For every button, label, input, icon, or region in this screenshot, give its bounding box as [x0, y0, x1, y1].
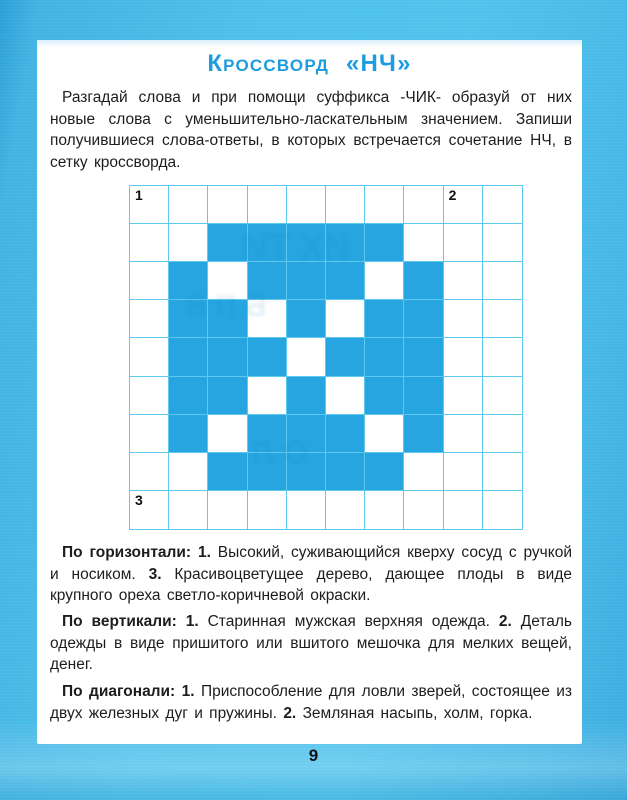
grid-cell-r5c9 [483, 377, 522, 415]
grid-cell-r5c8 [444, 377, 483, 415]
clue-heading-vertical: По вертикали: [62, 613, 186, 630]
grid-cell-r4c5 [326, 338, 365, 376]
grid-cell-r5c7 [404, 377, 443, 415]
grid-cell-r1c7 [404, 224, 443, 262]
grid-cell-r2c8 [444, 262, 483, 300]
grid-cell-r8c5 [326, 491, 365, 529]
grid-cell-r0c0 [130, 186, 169, 224]
grid-cell-r0c5 [326, 186, 365, 224]
grid-cell-r6c9 [483, 415, 522, 453]
grid-cell-r7c3 [248, 453, 287, 491]
grid-cell-r7c2 [208, 453, 247, 491]
grid-cell-r6c5 [326, 415, 365, 453]
grid-cell-r2c9 [483, 262, 522, 300]
grid-cell-r5c2 [208, 377, 247, 415]
page-number: 9 [308, 746, 319, 765]
grid-clue-number-2: 2 [448, 187, 457, 203]
grid-cell-r7c4 [287, 453, 326, 491]
grid-cell-r7c8 [444, 453, 483, 491]
clue-number: 1. [185, 613, 208, 630]
grid-cell-r8c6 [365, 491, 404, 529]
grid-cell-r0c8 [444, 186, 483, 224]
grid-cell-r8c3 [248, 491, 287, 529]
grid-cell-r4c0 [130, 338, 169, 376]
clue-number: 2. [498, 613, 521, 630]
grid-cell-r4c3 [248, 338, 287, 376]
grid-cell-r3c9 [483, 300, 522, 338]
grid-cell-r4c1 [169, 338, 208, 376]
crossword-grid [129, 185, 523, 530]
grid-cell-r8c9 [483, 491, 522, 529]
clues-vertical: По вертикали: 1. Старинная мужская верхняя одежда. 2. Деталь одежды в виде пришитого или вшитого мешочка для мелких вещей, денег. [50, 613, 573, 674]
grid-cell-r2c4 [287, 262, 326, 300]
grid-cell-r1c8 [444, 224, 483, 262]
grid-cell-r3c4 [287, 300, 326, 338]
grid-cell-r6c7 [404, 415, 443, 453]
grid-cell-r1c5 [326, 224, 365, 262]
grid-cell-r3c8 [444, 300, 483, 338]
grid-cell-r0c1 [169, 186, 208, 224]
clue-number: 1. [181, 683, 201, 700]
grid-cell-r6c8 [444, 415, 483, 453]
grid-cell-r1c3 [248, 224, 287, 262]
grid-cell-r4c2 [208, 338, 247, 376]
grid-cell-r5c0 [130, 377, 169, 415]
grid-cell-r2c5 [326, 262, 365, 300]
grid-cell-r6c2 [208, 415, 247, 453]
grid-cell-r3c3 [248, 300, 287, 338]
grid-cell-r7c6 [365, 453, 404, 491]
grid-cell-r6c3 [248, 415, 287, 453]
grid-clue-number-1: 1 [135, 187, 143, 203]
grid-cell-r2c7 [404, 262, 443, 300]
grid-cell-r0c3 [248, 186, 287, 224]
grid-cell-r3c0 [130, 300, 169, 338]
grid-cell-r4c9 [483, 338, 522, 376]
grid-cell-r4c4 [287, 338, 326, 376]
clues-diagonal: По диагонали: 1. Приспособление для ловли зверей, состоящее из двух железных дуг и пружины. 2. Земляная насыпь, холм, горка. [50, 683, 573, 722]
grid-cell-r8c2 [208, 491, 247, 529]
grid-cell-r5c1 [169, 377, 208, 415]
grid-cell-r7c9 [483, 453, 522, 491]
clue-number: 2. [283, 704, 303, 722]
clue-heading-horizontal: По горизонтали: [62, 544, 198, 561]
grid-cell-r7c5 [326, 453, 365, 491]
grid-cell-r0c9 [483, 186, 522, 224]
intro-paragraph: Разгадай слова и при помощи суффикса -ЧИК- образуй от них новые слова с уменьшительно-ласкательным значением. Запиши получившиеся слова-ответы, в которых встречается сочетание НЧ, в сетку кроссворда. [50, 89, 572, 172]
grid-cell-r4c7 [404, 338, 443, 376]
grid-cell-r0c2 [208, 186, 247, 224]
page-card [37, 40, 582, 744]
clue-heading-diagonal: По диагонали: [62, 683, 182, 700]
grid-cell-r7c0 [130, 453, 169, 491]
grid-cell-r5c4 [287, 377, 326, 415]
grid-cell-r0c7 [404, 186, 443, 224]
grid-cell-r3c7 [404, 300, 443, 338]
grid-cell-r2c1 [169, 262, 208, 300]
grid-cell-r5c3 [248, 377, 287, 415]
grid-cell-r3c5 [326, 300, 365, 338]
clues-horizontal: По горизонтали: 1. Высокий, суживающийся кверху сосуд с ручкой и носиком. 3. Красивоцветущее дерево, дающее плоды в виде крупного ореха светло-коричневой окраски. [50, 544, 572, 605]
grid-cell-r6c4 [287, 415, 326, 453]
grid-cell-r1c6 [365, 224, 404, 262]
grid-cell-r1c9 [483, 224, 522, 262]
grid-cell-r1c2 [208, 224, 247, 262]
grid-cell-r3c1 [169, 300, 208, 338]
grid-cell-r8c1 [169, 491, 208, 529]
grid-cell-r1c4 [287, 224, 326, 262]
grid-cell-r5c5 [326, 377, 365, 415]
grid-cell-r1c1 [169, 224, 208, 262]
clue-number: 1. [197, 544, 218, 561]
grid-cell-r8c8 [444, 491, 483, 529]
grid-cell-r1c0 [130, 224, 169, 262]
grid-cell-r5c6 [365, 377, 404, 415]
grid-cell-r2c3 [248, 262, 287, 300]
grid-cell-r7c7 [404, 453, 443, 491]
grid-cell-r0c4 [287, 186, 326, 224]
grid-cell-r6c0 [130, 415, 169, 453]
clue-number: 3. [148, 565, 175, 583]
grid-cell-r8c4 [287, 491, 326, 529]
grid-cell-r7c1 [169, 453, 208, 491]
grid-cell-r4c8 [444, 338, 483, 376]
page-title: Кроссворд «НЧ» [207, 50, 412, 77]
grid-cell-r2c0 [130, 262, 169, 300]
grid-cell-r8c0 [130, 491, 169, 529]
grid-cell-r2c6 [365, 262, 404, 300]
grid-cell-r2c2 [208, 262, 247, 300]
grid-cell-r3c2 [208, 300, 247, 338]
grid-cell-r3c6 [365, 300, 404, 338]
grid-cell-r6c6 [365, 415, 404, 453]
grid-cell-r4c6 [365, 338, 404, 376]
grid-cell-r0c6 [365, 186, 404, 224]
grid-cell-r8c7 [404, 491, 443, 529]
grid-cell-r6c1 [169, 415, 208, 453]
grid-clue-number-3: 3 [135, 491, 143, 508]
